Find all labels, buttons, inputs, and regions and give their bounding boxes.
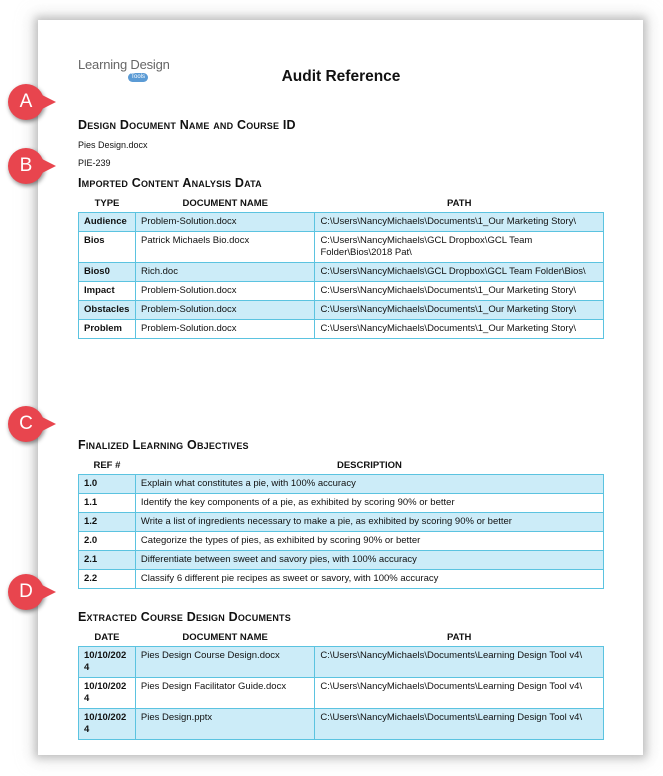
page-title: Audit Reference [281,68,401,85]
section-a-heading: Design Document Name and Course ID [78,118,296,132]
description-cell: Categorize the types of pies, as exhibited by scoring 90% or better [135,532,603,551]
document-name-cell: Problem-Solution.docx [135,213,314,232]
document-name-cell: Pies Design Course Design.docx [135,647,314,678]
table-row [79,232,604,263]
document-page [38,20,643,755]
table-row [79,320,604,339]
column-header: DOCUMENT NAME [182,631,268,643]
path-cell: C:\Users\NancyMichaels\GCL Dropbox\GCL Team Folder\Bios\2018 Pat\ [315,232,604,263]
document-name-cell: Problem-Solution.docx [135,301,314,320]
path-cell: C:\Users\NancyMichaels\Documents\Learning Design Tool v4\ [315,709,604,740]
path-cell: C:\Users\NancyMichaels\Documents\Learning Design Tool v4\ [315,647,604,678]
path-cell: C:\Users\NancyMichaels\Documents\1_Our Marketing Story\ [315,282,604,301]
date-cell: 10/10/2024 [79,709,136,740]
table-header-row [79,628,604,647]
column-header: PATH [446,631,472,643]
description-cell: Differentiate between sweet and savory pies, with 100% accuracy [135,551,603,570]
table-row [79,709,604,740]
path-cell: C:\Users\NancyMichaels\Documents\1_Our Marketing Story\ [315,301,604,320]
table-row [79,647,604,678]
description-cell: Classify 6 different pie recipes as sweet or savory, with 100% accuracy [135,570,603,589]
path-cell: C:\Users\NancyMichaels\Documents\1_Our Marketing Story\ [315,320,604,339]
section-c-heading: Finalized Learning Objectives [78,438,249,452]
type-cell: Obstacles [79,301,136,320]
table-row [79,475,604,494]
learning-objectives-table [78,456,604,589]
type-cell: Problem [79,320,136,339]
ref-cell: 2.2 [79,570,136,589]
table-row [79,678,604,709]
marker-a: A [8,84,44,120]
type-cell: Audience [79,213,136,232]
column-header: DATE [94,631,120,643]
logo-badge: Tools [128,73,148,82]
extracted-documents-table [78,628,604,740]
document-name-cell: Problem-Solution.docx [135,320,314,339]
marker-d: D [8,574,44,610]
table-row [79,282,604,301]
marker-b: B [8,148,44,184]
ref-cell: 2.0 [79,532,136,551]
document-name-cell: Patrick Michaels Bio.docx [135,232,314,263]
document-name-cell: Rich.doc [135,263,314,282]
ref-cell: 1.0 [79,475,136,494]
course-id: PIE-239 [78,158,111,168]
section-b-heading: Imported Content Analysis Data [78,176,262,190]
column-header: PATH [446,197,472,209]
table-row [79,494,604,513]
description-cell: Write a list of ingredients necessary to make a pie, as exhibited by scoring 90% or better [135,513,603,532]
table-row [79,213,604,232]
table-row [79,570,604,589]
marker-c: C [8,406,44,442]
table-row [79,301,604,320]
ref-cell: 2.1 [79,551,136,570]
column-header: DESCRIPTION [336,459,402,471]
table-header-row [79,194,604,213]
path-cell: C:\Users\NancyMichaels\Documents\Learning Design Tool v4\ [315,678,604,709]
path-cell: C:\Users\NancyMichaels\GCL Dropbox\GCL Team Folder\Bios\ [315,263,604,282]
description-cell: Explain what constitutes a pie, with 100% accuracy [135,475,603,494]
date-cell: 10/10/2024 [79,647,136,678]
document-name-cell: Pies Design Facilitator Guide.docx [135,678,314,709]
table-row [79,551,604,570]
logo-text: Learning Design [78,57,170,72]
design-document-name: Pies Design.docx [78,140,148,150]
document-name-cell: Pies Design.pptx [135,709,314,740]
section-d-heading: Extracted Course Design Documents [78,610,291,624]
type-cell: Bios [79,232,136,263]
table-row [79,532,604,551]
table-row [79,263,604,282]
type-cell: Bios0 [79,263,136,282]
table-header-row [79,456,604,475]
column-header: REF # [93,459,121,471]
table-row [79,513,604,532]
date-cell: 10/10/2024 [79,678,136,709]
ref-cell: 1.2 [79,513,136,532]
description-cell: Identify the key components of a pie, as exhibited by scoring 90% or better [135,494,603,513]
path-cell: C:\Users\NancyMichaels\Documents\1_Our Marketing Story\ [315,213,604,232]
column-header: DOCUMENT NAME [182,197,268,209]
content-analysis-table [78,194,604,339]
ref-cell: 1.1 [79,494,136,513]
document-name-cell: Problem-Solution.docx [135,282,314,301]
type-cell: Impact [79,282,136,301]
column-header: TYPE [94,197,120,209]
